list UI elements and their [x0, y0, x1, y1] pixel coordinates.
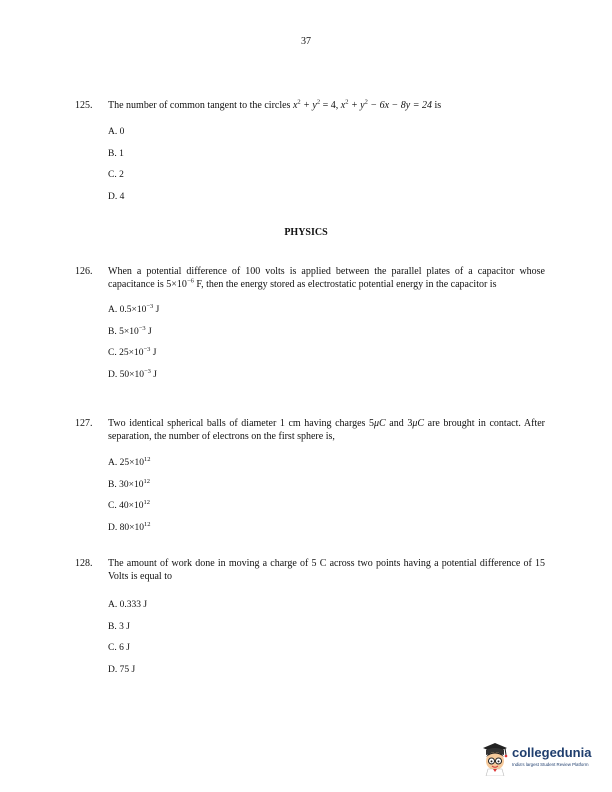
question-text: Two identical spherical balls of diameter 1 cm having charges 5μC and 3μC are brought in contact. After separation, the number of electrons on the first sphere is,: [108, 418, 545, 442]
option-c: C. 2: [108, 170, 124, 180]
question-number: 126.: [75, 266, 93, 277]
option-d: D. $80\times 10^{12}$: [108, 520, 151, 533]
question-126: [75, 265, 545, 390]
question-number: 128.: [75, 558, 93, 569]
question-number: 127.: [75, 418, 93, 429]
option-c: C. 6 J: [108, 643, 130, 653]
options-list: [108, 126, 545, 212]
option-c: C. $25\times 10^{-3}$ J: [108, 345, 157, 358]
question-125: [75, 99, 545, 212]
section-title: PHYSICS: [284, 227, 328, 238]
question-number: 125.: [75, 100, 93, 111]
question-128: [75, 557, 545, 685]
options-list: [108, 599, 545, 685]
option-b: B. $5\times 10^{-3}$ J: [108, 324, 152, 337]
question-text: The amount of work done in moving a charge of 5 C across two points having a potential difference of 15 Volts is equal to: [108, 558, 545, 582]
option-a: A. 0.333 J: [108, 600, 148, 610]
option-d: D. 75 J: [108, 664, 136, 675]
option-b: B. 3 J: [108, 621, 130, 632]
option-a: A. 0: [108, 127, 125, 137]
option-c: C. $40\times 10^{12}$: [108, 498, 150, 511]
collegedunia-logo[interactable]: [480, 742, 600, 778]
option-b: B. $30\times 10^{12}$: [108, 477, 150, 490]
option-d: D. 4: [108, 191, 125, 202]
student-mascot-icon: [480, 742, 510, 776]
option-a: A. $0.5\times 10^{-3}$ J: [108, 302, 160, 315]
question-text: When a potential difference of 100 volts is applied between the parallel plates of a capacitor whose capacitance is $5\times 10^{-6}$ F, then the energy stored as electrostatic potential energy in the capacitor is: [108, 266, 545, 290]
option-a: A. $25\times 10^{12}$: [108, 455, 151, 468]
question-127: [75, 417, 545, 543]
option-b: B. 1: [108, 148, 124, 159]
options-list: [108, 457, 545, 543]
question-text: The number of common tangent to the circles $x^2 + y^2 = 4$, $x^2 + y^2 - 6x - 8y = 24$ is: [108, 98, 442, 111]
options-list: [108, 304, 545, 390]
page-number: 37: [301, 36, 311, 47]
option-d: D. $50\times 10^{-3}$ J: [108, 367, 157, 380]
logo-wordmark: collegedunia: [512, 745, 592, 760]
logo-tagline: India's largest Student Review Platform: [512, 762, 589, 767]
